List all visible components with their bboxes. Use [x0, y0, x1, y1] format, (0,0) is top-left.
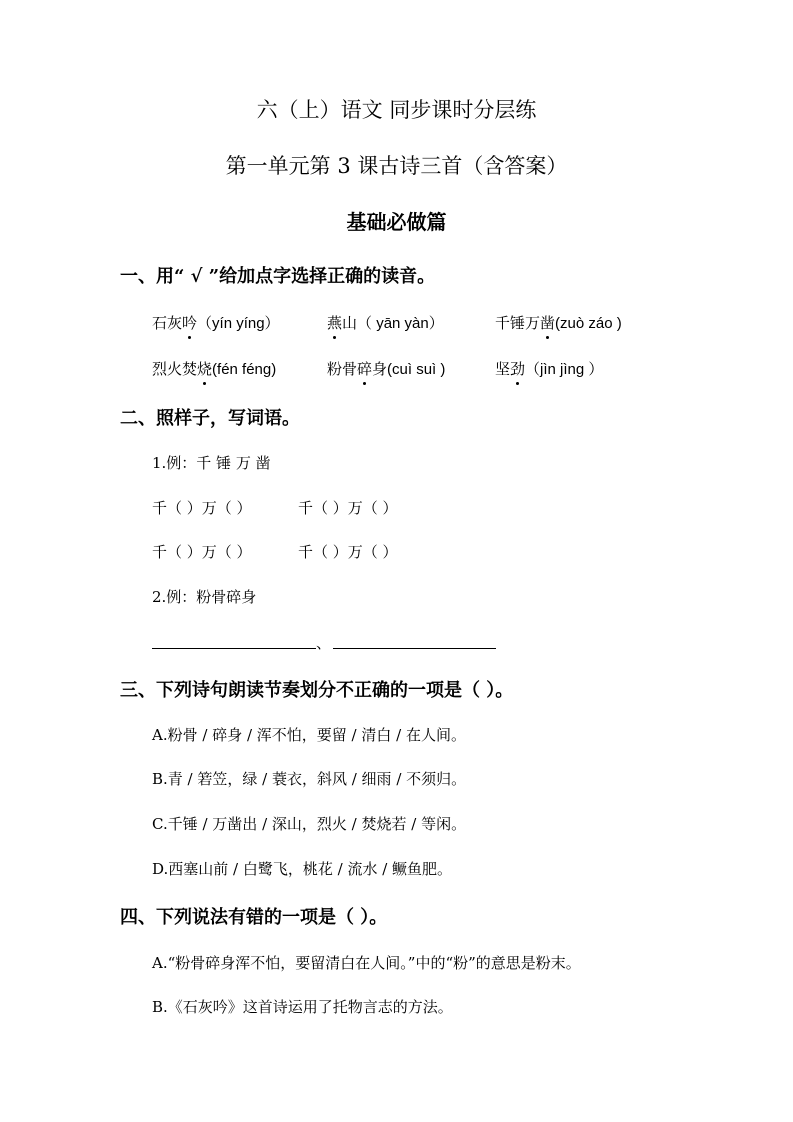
pinyin-options: (cuì suì ) — [387, 361, 446, 378]
q3-option-b: B.青 / 箬笠，绿 / 蓑衣，斜风 / 细雨 / 不须归。 — [152, 770, 467, 788]
q3-option-a: A.粉骨 / 碎身 / 浑不怕，要留 / 清白 / 在人间。 — [152, 726, 466, 744]
q1-item-1: 石灰吟（yín yíng） — [152, 314, 280, 332]
pinyin-options: (zuò záo ) — [555, 315, 622, 332]
q2-example-1: 1.例：千 锤 万 凿 — [152, 454, 271, 472]
q1-item-5: 粉骨碎身(cuì suì ) — [327, 360, 446, 378]
q2-blank-row-1b[interactable]: 千（ ）万（ ） — [298, 499, 398, 517]
q2-blank-row-1a[interactable]: 千（ ）万（ ） — [152, 499, 252, 517]
q2-blank-row-2a[interactable]: 千（ ）万（ ） — [152, 543, 252, 561]
q1-item-4: 烈火焚烧(fén féng) — [152, 360, 277, 378]
question-1-heading: 一、用“ √ ”给加点字选择正确的读音。 — [120, 266, 436, 287]
q3-option-c: C.千锤 / 万凿出 / 深山，烈火 / 焚烧若 / 等闲。 — [152, 815, 467, 833]
pinyin-options: （jìn jìng ） — [525, 361, 604, 378]
question-2-heading: 二、照样子，写词语。 — [120, 408, 300, 429]
q4-option-a: A.“粉骨碎身浑不怕，要留清白在人间。”中的“粉”的意思是粉末。 — [152, 954, 581, 972]
section-title: 基础必做篇 — [346, 210, 447, 234]
dotted-char: 烧 — [197, 360, 213, 378]
q4-option-b: B.《石灰吟》这首诗运用了托物言志的方法。 — [152, 998, 453, 1016]
dotted-char: 凿 — [540, 314, 556, 332]
q2-example-2: 2.例：粉骨碎身 — [152, 588, 257, 606]
lesson-title: 第一单元第 3 课古诗三首（含答案） — [225, 154, 568, 178]
q1-item-2: 燕山（ yān yàn） — [327, 314, 444, 332]
dotted-char: 碎 — [357, 360, 373, 378]
answer-line-1[interactable] — [152, 648, 316, 649]
question-4-heading: 四、下列说法有错的一项是（ ）。 — [120, 907, 388, 928]
answer-line-2[interactable] — [333, 648, 496, 649]
page-title: 六（上）语文 同步课时分层练 — [256, 98, 537, 122]
q3-option-d: D.西塞山前 / 白鹭飞，桃花 / 流水 / 鳜鱼肥。 — [152, 860, 453, 878]
q1-item-6: 坚劲（jìn jìng ） — [495, 360, 604, 378]
pinyin-options: （yín yíng） — [197, 315, 280, 332]
dotted-char: 劲 — [510, 360, 526, 378]
dotted-char: 燕 — [327, 314, 343, 332]
q1-item-3: 千锤万凿(zuò záo ) — [495, 314, 622, 332]
pinyin-options: (fén féng) — [212, 361, 277, 378]
pinyin-options: （ yān yàn） — [357, 315, 444, 332]
dotted-char: 吟 — [182, 314, 198, 332]
answer-separator: 、 — [316, 634, 332, 652]
q2-blank-row-2b[interactable]: 千（ ）万（ ） — [298, 543, 398, 561]
question-3-heading: 三、下列诗句朗读节奏划分不正确的一项是（ ）。 — [120, 680, 514, 701]
